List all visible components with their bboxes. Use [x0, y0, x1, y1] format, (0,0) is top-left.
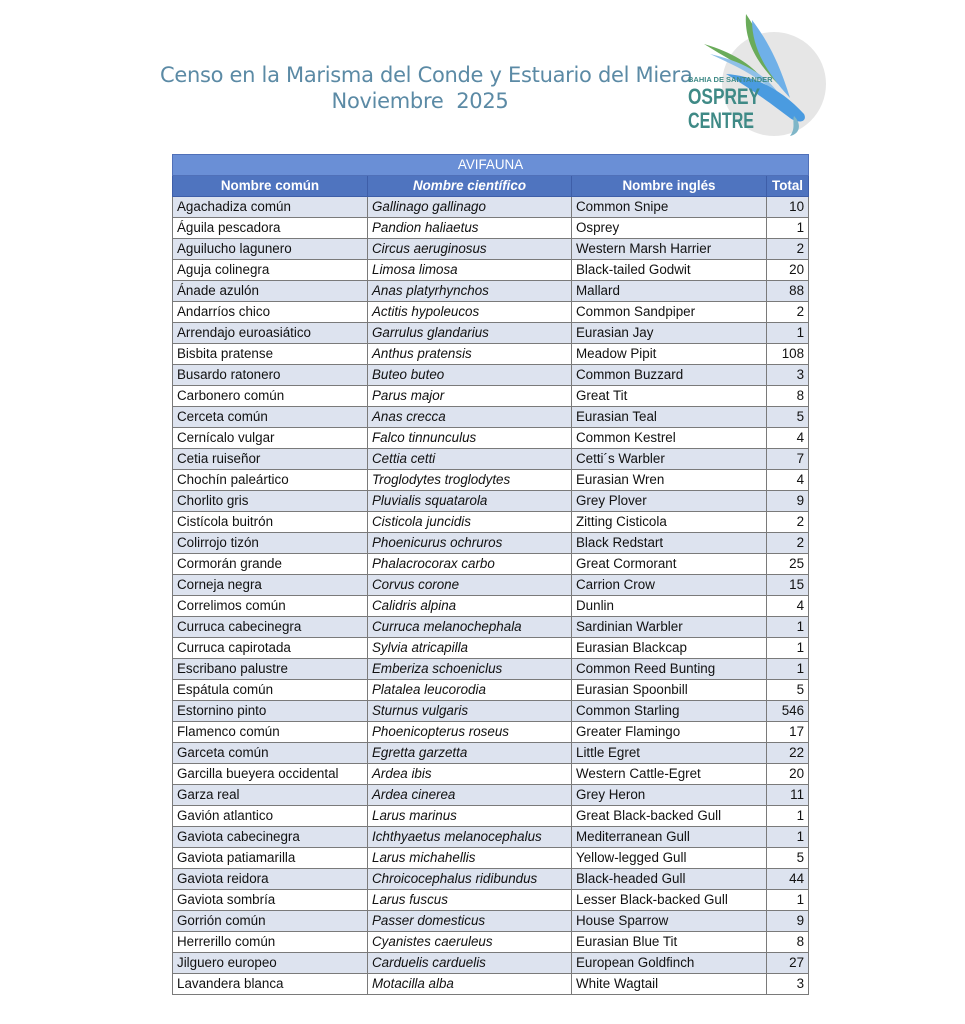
common-name-cell: Curruca cabecinegra [173, 617, 368, 638]
total-cell: 1 [767, 323, 809, 344]
english-name-cell: Eurasian Spoonbill [572, 680, 767, 701]
table-row [173, 680, 809, 701]
total-cell: 3 [767, 365, 809, 386]
english-name-cell: Black Redstart [572, 533, 767, 554]
table-row [173, 890, 809, 911]
english-name-cell: Black-tailed Godwit [572, 260, 767, 281]
table-row [173, 638, 809, 659]
scientific-name-cell: Passer domesticus [368, 911, 572, 932]
common-name-cell: Águila pescadora [173, 218, 368, 239]
total-cell: 4 [767, 428, 809, 449]
total-cell: 22 [767, 743, 809, 764]
table-row [173, 218, 809, 239]
common-name-cell: Chochín paleártico [173, 470, 368, 491]
total-cell: 1 [767, 890, 809, 911]
english-name-cell: Sardinian Warbler [572, 617, 767, 638]
table-row [173, 764, 809, 785]
table-row [173, 932, 809, 953]
scientific-name-cell: Larus marinus [368, 806, 572, 827]
english-name-cell: Eurasian Blue Tit [572, 932, 767, 953]
english-name-cell: White Wagtail [572, 974, 767, 995]
english-name-cell: Black-headed Gull [572, 869, 767, 890]
total-cell: 3 [767, 974, 809, 995]
scientific-name-cell: Parus major [368, 386, 572, 407]
scientific-name-cell: Phalacrocorax carbo [368, 554, 572, 575]
common-name-cell: Agachadiza común [173, 197, 368, 218]
english-name-cell: Western Marsh Harrier [572, 239, 767, 260]
total-cell: 9 [767, 911, 809, 932]
table-body [173, 197, 809, 995]
common-name-cell: Espátula común [173, 680, 368, 701]
english-name-cell: Common Starling [572, 701, 767, 722]
total-cell: 108 [767, 344, 809, 365]
table-row [173, 554, 809, 575]
total-cell: 88 [767, 281, 809, 302]
table-row [173, 386, 809, 407]
common-name-cell: Escribano palustre [173, 659, 368, 680]
scientific-name-cell: Cettia cetti [368, 449, 572, 470]
table-row [173, 260, 809, 281]
total-cell: 11 [767, 785, 809, 806]
english-name-cell: Grey Plover [572, 491, 767, 512]
scientific-name-cell: Pandion haliaetus [368, 218, 572, 239]
table-row [173, 869, 809, 890]
total-cell: 2 [767, 533, 809, 554]
common-name-cell: Bisbita pratense [173, 344, 368, 365]
column-header-english-name: Nombre inglés [572, 176, 767, 197]
total-cell: 546 [767, 701, 809, 722]
english-name-cell: Eurasian Wren [572, 470, 767, 491]
scientific-name-cell: Sturnus vulgaris [368, 701, 572, 722]
english-name-cell: Eurasian Blackcap [572, 638, 767, 659]
osprey-bird-icon [686, 6, 826, 144]
scientific-name-cell: Motacilla alba [368, 974, 572, 995]
section-title: AVIFAUNA [173, 155, 809, 176]
english-name-cell: Common Kestrel [572, 428, 767, 449]
common-name-cell: Busardo ratonero [173, 365, 368, 386]
scientific-name-cell: Gallinago gallinago [368, 197, 572, 218]
scientific-name-cell: Anas crecca [368, 407, 572, 428]
english-name-cell: European Goldfinch [572, 953, 767, 974]
english-name-cell: Eurasian Jay [572, 323, 767, 344]
common-name-cell: Cormorán grande [173, 554, 368, 575]
common-name-cell: Cetia ruiseñor [173, 449, 368, 470]
english-name-cell: Common Buzzard [572, 365, 767, 386]
column-header-total: Total [767, 176, 809, 197]
english-name-cell: Little Egret [572, 743, 767, 764]
scientific-name-cell: Troglodytes troglodytes [368, 470, 572, 491]
common-name-cell: Cerceta común [173, 407, 368, 428]
scientific-name-cell: Emberiza schoeniclus [368, 659, 572, 680]
scientific-name-cell: Anthus pratensis [368, 344, 572, 365]
english-name-cell: Yellow-legged Gull [572, 848, 767, 869]
table-row [173, 491, 809, 512]
common-name-cell: Herrerillo común [173, 932, 368, 953]
english-name-cell: Great Black-backed Gull [572, 806, 767, 827]
scientific-name-cell: Buteo buteo [368, 365, 572, 386]
common-name-cell: Garceta común [173, 743, 368, 764]
common-name-cell: Carbonero común [173, 386, 368, 407]
english-name-cell: Lesser Black-backed Gull [572, 890, 767, 911]
english-name-cell: Common Sandpiper [572, 302, 767, 323]
common-name-cell: Curruca capirotada [173, 638, 368, 659]
common-name-cell: Gaviota cabecinegra [173, 827, 368, 848]
english-name-cell: Mediterranean Gull [572, 827, 767, 848]
census-table [172, 154, 809, 995]
total-cell: 25 [767, 554, 809, 575]
english-name-cell: Zitting Cisticola [572, 512, 767, 533]
common-name-cell: Flamenco común [173, 722, 368, 743]
column-header-scientific-name: Nombre científico [368, 176, 572, 197]
table-row [173, 806, 809, 827]
table-row [173, 533, 809, 554]
scientific-name-cell: Platalea leucorodia [368, 680, 572, 701]
total-cell: 8 [767, 932, 809, 953]
logo-line-3: CENTRE [688, 108, 754, 133]
table-row [173, 743, 809, 764]
english-name-cell: Mallard [572, 281, 767, 302]
total-cell: 7 [767, 449, 809, 470]
common-name-cell: Gorrión común [173, 911, 368, 932]
table-row [173, 470, 809, 491]
table-row [173, 449, 809, 470]
total-cell: 20 [767, 260, 809, 281]
common-name-cell: Correlimos común [173, 596, 368, 617]
table-row [173, 428, 809, 449]
common-name-cell: Colirrojo tizón [173, 533, 368, 554]
table-row [173, 596, 809, 617]
common-name-cell: Ánade azulón [173, 281, 368, 302]
total-cell: 4 [767, 596, 809, 617]
english-name-cell: Common Reed Bunting [572, 659, 767, 680]
common-name-cell: Chorlito gris [173, 491, 368, 512]
scientific-name-cell: Corvus corone [368, 575, 572, 596]
table-row [173, 344, 809, 365]
table-row [173, 722, 809, 743]
table-row [173, 575, 809, 596]
english-name-cell: Great Tit [572, 386, 767, 407]
table-row [173, 974, 809, 995]
common-name-cell: Arrendajo euroasiático [173, 323, 368, 344]
scientific-name-cell: Curruca melanochephala [368, 617, 572, 638]
scientific-name-cell: Ardea ibis [368, 764, 572, 785]
scientific-name-cell: Pluvialis squatarola [368, 491, 572, 512]
table-row [173, 617, 809, 638]
table-row [173, 911, 809, 932]
scientific-name-cell: Larus fuscus [368, 890, 572, 911]
scientific-name-cell: Cisticola juncidis [368, 512, 572, 533]
total-cell: 20 [767, 764, 809, 785]
total-cell: 4 [767, 470, 809, 491]
total-cell: 17 [767, 722, 809, 743]
logo-line-1: BAHIA DE SANTANDER [688, 75, 773, 84]
table-row [173, 407, 809, 428]
total-cell: 1 [767, 659, 809, 680]
total-cell: 1 [767, 638, 809, 659]
total-cell: 5 [767, 680, 809, 701]
table-row [173, 512, 809, 533]
scientific-name-cell: Falco tinnunculus [368, 428, 572, 449]
common-name-cell: Cernícalo vulgar [173, 428, 368, 449]
common-name-cell: Gaviota sombría [173, 890, 368, 911]
table-row [173, 953, 809, 974]
title-line-1: Censo en la Marisma del Conde y Estuario del Miera [160, 63, 693, 87]
scientific-name-cell: Ichthyaetus melanocephalus [368, 827, 572, 848]
table-row [173, 323, 809, 344]
table-row [173, 302, 809, 323]
total-cell: 8 [767, 386, 809, 407]
common-name-cell: Estornino pinto [173, 701, 368, 722]
table-row [173, 281, 809, 302]
table-row [173, 848, 809, 869]
common-name-cell: Gaviota reidora [173, 869, 368, 890]
document-title [160, 62, 693, 114]
english-name-cell: Dunlin [572, 596, 767, 617]
english-name-cell: Common Snipe [572, 197, 767, 218]
scientific-name-cell: Limosa limosa [368, 260, 572, 281]
common-name-cell: Cistícola buitrón [173, 512, 368, 533]
total-cell: 1 [767, 806, 809, 827]
table-row [173, 239, 809, 260]
scientific-name-cell: Garrulus glandarius [368, 323, 572, 344]
english-name-cell: Carrion Crow [572, 575, 767, 596]
total-cell: 1 [767, 827, 809, 848]
scientific-name-cell: Cyanistes caeruleus [368, 932, 572, 953]
common-name-cell: Lavandera blanca [173, 974, 368, 995]
common-name-cell: Gaviota patiamarilla [173, 848, 368, 869]
total-cell: 5 [767, 848, 809, 869]
total-cell: 2 [767, 512, 809, 533]
total-cell: 27 [767, 953, 809, 974]
english-name-cell: Great Cormorant [572, 554, 767, 575]
common-name-cell: Corneja negra [173, 575, 368, 596]
english-name-cell: House Sparrow [572, 911, 767, 932]
column-header-common-name: Nombre común [173, 176, 368, 197]
common-name-cell: Gavión atlantico [173, 806, 368, 827]
table-row [173, 827, 809, 848]
osprey-centre-logo [686, 6, 826, 144]
scientific-name-cell: Phoenicurus ochruros [368, 533, 572, 554]
common-name-cell: Aguja colinegra [173, 260, 368, 281]
total-cell: 5 [767, 407, 809, 428]
total-cell: 1 [767, 218, 809, 239]
english-name-cell: Grey Heron [572, 785, 767, 806]
common-name-cell: Jilguero europeo [173, 953, 368, 974]
scientific-name-cell: Ardea cinerea [368, 785, 572, 806]
title-line-2: Noviembre 2025 [331, 89, 509, 113]
common-name-cell: Garcilla bueyera occidental [173, 764, 368, 785]
scientific-name-cell: Actitis hypoleucos [368, 302, 572, 323]
scientific-name-cell: Circus aeruginosus [368, 239, 572, 260]
total-cell: 2 [767, 302, 809, 323]
scientific-name-cell: Egretta garzetta [368, 743, 572, 764]
scientific-name-cell: Carduelis carduelis [368, 953, 572, 974]
total-cell: 2 [767, 239, 809, 260]
scientific-name-cell: Phoenicopterus roseus [368, 722, 572, 743]
scientific-name-cell: Sylvia atricapilla [368, 638, 572, 659]
table-row [173, 197, 809, 218]
total-cell: 15 [767, 575, 809, 596]
table-row [173, 785, 809, 806]
english-name-cell: Meadow Pipit [572, 344, 767, 365]
table-row [173, 365, 809, 386]
logo-line-2: OSPREY [688, 84, 761, 109]
scientific-name-cell: Larus michahellis [368, 848, 572, 869]
table-row [173, 659, 809, 680]
scientific-name-cell: Calidris alpina [368, 596, 572, 617]
total-cell: 44 [767, 869, 809, 890]
common-name-cell: Andarríos chico [173, 302, 368, 323]
english-name-cell: Western Cattle-Egret [572, 764, 767, 785]
common-name-cell: Aguilucho lagunero [173, 239, 368, 260]
english-name-cell: Greater Flamingo [572, 722, 767, 743]
english-name-cell: Osprey [572, 218, 767, 239]
scientific-name-cell: Anas platyrhynchos [368, 281, 572, 302]
total-cell: 10 [767, 197, 809, 218]
table-row [173, 701, 809, 722]
total-cell: 1 [767, 617, 809, 638]
common-name-cell: Garza real [173, 785, 368, 806]
total-cell: 9 [767, 491, 809, 512]
scientific-name-cell: Chroicocephalus ridibundus [368, 869, 572, 890]
english-name-cell: Cetti´s Warbler [572, 449, 767, 470]
english-name-cell: Eurasian Teal [572, 407, 767, 428]
